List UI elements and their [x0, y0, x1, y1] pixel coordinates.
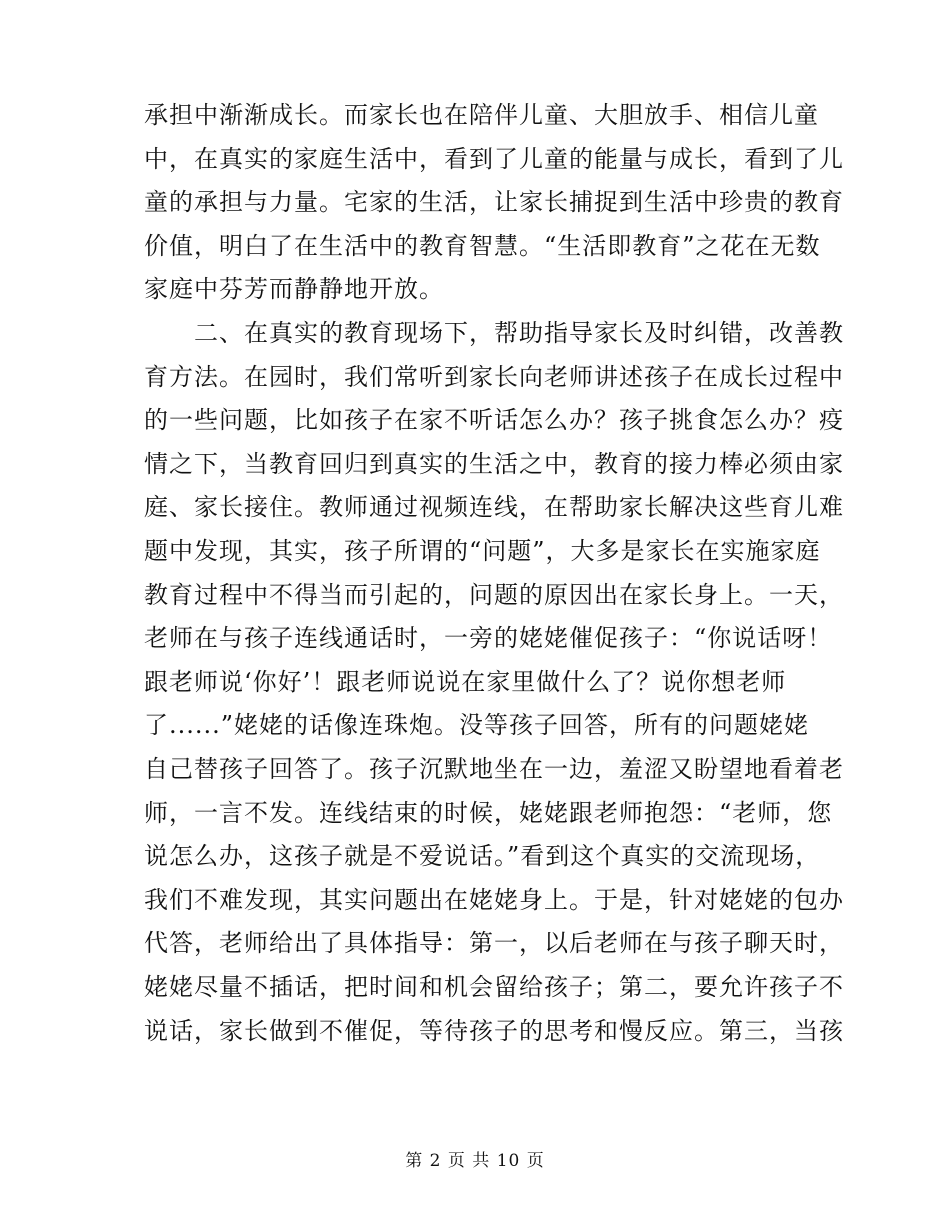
text-line: 说怎么办，这孩子就是不爱说话。”看到这个真实的交流现场， [144, 842, 821, 871]
text-line: 题中发现，其实，孩子所谓的“问题”，大多是家长在实施家庭 [144, 537, 821, 565]
text-line: 中，在真实的家庭生活中，看到了儿童的能量与成长，看到了儿 [144, 144, 844, 173]
text-line: 跟老师说‘你好’！跟老师说说在家里做什么了？说你想老师 [144, 667, 787, 696]
text-line: 老师在与孩子连线通话时，一旁的姥姥催促孩子：“你说话呀！ [144, 624, 833, 653]
text-line: 童的承担与力量。宅家的生活，让家长捕捉到生活中珍贵的教育 [144, 188, 844, 217]
text-line: 我们不难发现，其实问题出在姥姥身上。于是，针对姥姥的包办 [144, 885, 844, 914]
text-line: 承担中渐渐成长。而家长也在陪伴儿童、大胆放手、相信儿童 [144, 101, 819, 129]
text-line: 庭、家长接住。教师通过视频连线，在帮助家长解决这些育儿难 [144, 493, 844, 522]
text-line: 教育过程中不得当而引起的，问题的原因出在家长身上。一天， [144, 580, 844, 609]
text-line: 自己替孩子回答了。孩子沉默地坐在一边，羞涩又盼望地看着老 [144, 755, 844, 783]
text-line: 师，一言不发。连线结束的时候，姥姥跟老师抱怨：“老师，您 [144, 798, 833, 827]
text-line: 说话，家长做到不催促，等待孩子的思考和慢反应。第三，当孩 [144, 1016, 844, 1045]
text-line: 价值，明白了在生活中的教育智慧。“生活即教育”之花在无数 [144, 231, 821, 260]
text-line: 的一些问题，比如孩子在家不听话怎么办？孩子挑食怎么办？疫 [144, 406, 844, 435]
text-line: 姥姥尽量不插话，把时间和机会留给孩子；第二，要允许孩子不 [144, 973, 844, 1001]
text-line: 育方法。在园时，我们常听到家长向老师讲述孩子在成长过程中 [144, 362, 844, 391]
text-line: 二、在真实的教育现场下，帮助指导家长及时纠错，改善教 [144, 319, 844, 347]
text-line: 家庭中芬芳而静静地开放。 [144, 275, 444, 304]
text-line: 代答，老师给出了具体指导：第一，以后老师在与孩子聊天时， [144, 929, 844, 958]
page-footer: 第 2 页 共 10 页 [405, 1151, 545, 1171]
text-line: 了......”姥姥的话像连珠炮。没等孩子回答，所有的问题姥姥 [144, 711, 810, 740]
text-line: 情之下，当教育回归到真实的生活之中，教育的接力棒必须由家 [144, 449, 844, 478]
